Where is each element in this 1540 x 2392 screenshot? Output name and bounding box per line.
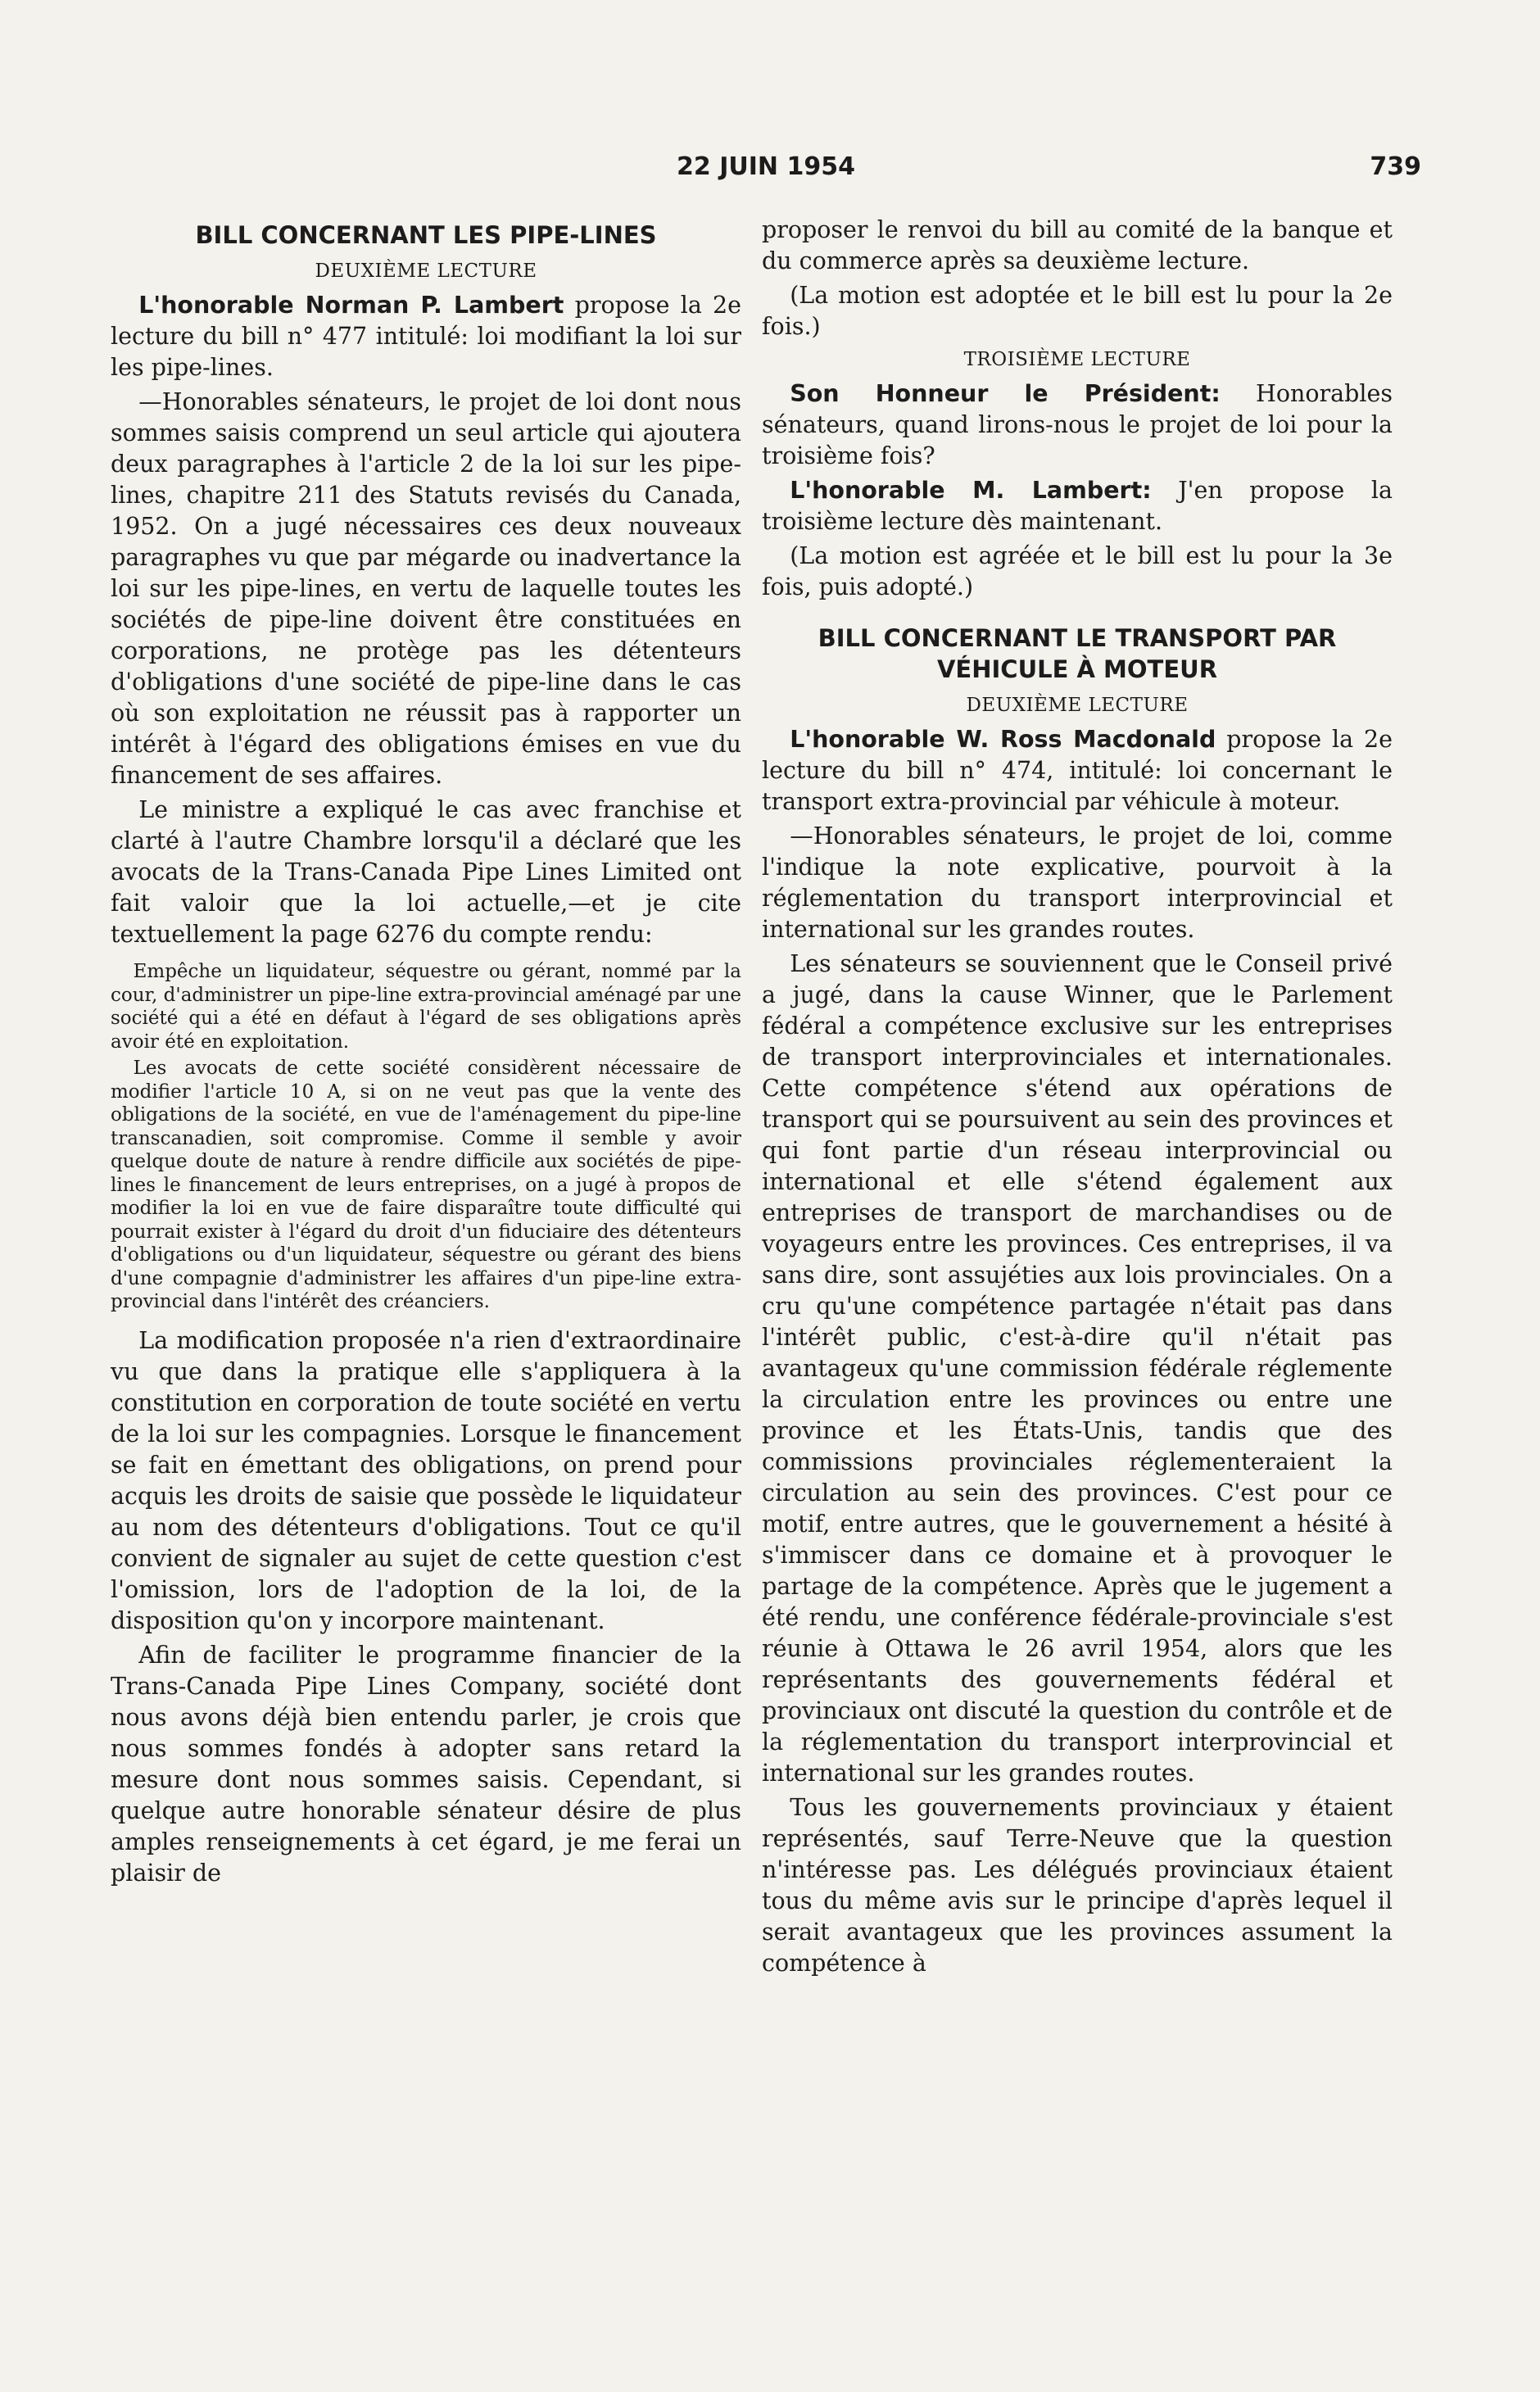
paragraph: Les sénateurs se souviennent que le Conseil privé a jugé, dans la cause Winner, que le Parlement fédéral a compétence exclusive sur les entreprises de transport interprovinciales et internationales. Cette compétence s'étend aux opérations de transport qui se poursuivent au sein des provinces et qui font partie d'un réseau interprovincial ou international et elle s'étend également aux entreprises de transport de marchandises ou de voyageurs entre les provinces. Ces entreprises, il va sans dire, sont assujéties aux lois provinciales. On a cru qu'une compétence partagée n'était pas dans l'intérêt public, c'est-à-dire qu'il n'était pas avantageux qu'une commission fédérale réglemente la circulation entre les provinces ou entre une province et les États-Unis, tandis que des commissions provinciales réglementeraient la circulation au sein des provinces. C'est pour ce motif, entre autres, que le gouvernement a hésité à s'immiscer dans ce domaine et à provoquer le partage de la compétence. Après que le jugement a été rendu, une conférence fédérale-provinciale s'est réunie à Ottawa le 26 avril 1954, alors que les représentants des gouvernements fédéral et provinciaux ont discuté la question du contrôle et de la réglementation du transport interprovincial et international sur les grandes routes. bbox=[762, 950, 1393, 1787]
paragraph: La modification proposée n'a rien d'extraordinaire vu que dans la pratique elle s'appliquera à la constitution en corporation de toute société en vertu de la loi sur les compagnies. Lorsque le financement se fait en émettant des obligations, on prend pour acquis les droits de saisie que possède le liquidateur au nom des détenteurs d'obligations. Tout ce qu'il convient de signaler au sujet de cette question c'est l'omission, lors de l'adoption de la loi, de la disposition qu'on y incorpore maintenant. bbox=[111, 1326, 741, 1634]
paragraph: —Honorables sénateurs, le projet de loi, comme l'indique la note explicative, pourvoit à la réglementation du transport interprovincial et international sur les grandes routes. bbox=[762, 822, 1393, 943]
speaker-name: L'honorable M. Lambert: bbox=[790, 477, 1152, 504]
subheading-second-reading: DEUXIÈME LECTURE bbox=[966, 695, 1189, 716]
quote-paragraph: Empêche un liquidateur, séquestre ou gérant, nommé par la cour, d'administrer un pipe-line extra-provincial aménagé par une société qui a été en défaut à l'égard de ses obligations après avoir été en exploitation. bbox=[111, 961, 741, 1053]
speaker-name: L'honorable Norman P. Lambert bbox=[138, 292, 564, 319]
paragraph: Afin de faciliter le programme financier de la Trans-Canada Pipe Lines Company, société dont nous avons déjà bien entendu parler, je crois que nous sommes fondés à adopter sans retard la mesure dont nous sommes saisis. Cependant, si quelque autre honorable sénateur désire de plus amples renseignements à cet égard, je me ferai un plaisir de bbox=[111, 1641, 741, 1887]
running-header bbox=[111, 152, 1421, 188]
paragraph: (La motion est agréée et le bill est lu pour la 3e fois, puis adopté.) bbox=[762, 542, 1393, 600]
paragraph: proposer le renvoi du bill au comité de la banque et du commerce après sa deuxième lecture. bbox=[762, 216, 1393, 274]
subheading-second-reading: DEUXIÈME LECTURE bbox=[315, 260, 537, 282]
paragraph-text: J'en propose la troisième lecture dès maintenant. bbox=[762, 477, 1393, 535]
paragraph: Le ministre a expliqué le cas avec franchise et clarté à l'autre Chambre lorsqu'il a déclaré que les avocats de la Trans-Canada Pipe Lines Limited ont fait valoir que la loi actuelle,—et je cite textuellement la page 6276 du compte rendu: bbox=[111, 796, 741, 948]
paragraph bbox=[762, 378, 1393, 472]
paragraph bbox=[762, 724, 1393, 818]
paragraph: Tous les gouvernements provinciaux y étaient représentés, sauf Terre-Neuve que la question n'intéresse pas. Les délégués provinciaux étaient tous du même avis sur le principe d'après lequel il serait avantageux que les provinces assument la compétence à bbox=[762, 1794, 1393, 1977]
paragraph: —Honorables sénateurs, le projet de loi dont nous sommes saisis comprend un seul article qui ajoutera deux paragraphes à l'article 2 de la loi sur les pipe-lines, chapitre 211 des Statuts revisés du Canada, 1952. On a jugé nécessaires ces deux nouveaux paragraphes vu que par mégarde ou inadvertance la loi sur les pipe-lines, en vertu de laquelle toutes les sociétés de pipe-line doivent être constituées en corporations, ne protège pas les détenteurs d'obligations d'une société de pipe-line dans le cas où son exploitation ne réussit pas à rapporter un intérêt à l'égard des obligations émises en vue du financement de ses affaires. bbox=[111, 388, 741, 789]
left-column bbox=[111, 215, 741, 1892]
header-date: 22 JUIN 1954 bbox=[677, 152, 855, 181]
quote-paragraph: Les avocats de cette société considèrent nécessaire de modifier l'article 10 A, si on ne veut pas que la vente des obligations de la société, en vue de l'aménagement du pipe-line transcanadien, soit compromise. Comme il semble y avoir quelque doute de nature à rendre difficile aux sociétés de pipe-lines le financement de leurs entreprises, on a jugé à propos de modifier la loi en vue de faire disparaître toute difficulté qui pourrait exister à l'égard du droit d'un fiduciaire des détenteurs d'obligations ou d'un liquidateur, séquestre ou gérant des biens d'une compagnie d'administrer les affaires d'un pipe-line extra-provincial dans l'intérêt des créanciers. bbox=[111, 1058, 741, 1312]
right-column bbox=[762, 215, 1393, 1982]
paragraph-text: Honorables sénateurs, quand lirons-nous le projet de loi pour la troisième fois? bbox=[762, 380, 1393, 469]
speaker-name: L'honorable W. Ross Macdonald bbox=[790, 726, 1216, 753]
section-heading-pipelines: BILL CONCERNANT LES PIPE-LINES bbox=[195, 221, 657, 249]
subheading-third-reading: TROISIÈME LECTURE bbox=[963, 349, 1191, 370]
paragraph bbox=[111, 290, 741, 383]
paragraph: (La motion est adoptée et le bill est lu pour la 2e fois.) bbox=[762, 282, 1393, 340]
paragraph-text: propose la 2e lecture du bill n° 477 intitulé: loi modifiant la loi sur les pipe-lines. bbox=[111, 292, 741, 381]
page-number: 739 bbox=[1370, 152, 1421, 181]
block-quote bbox=[111, 960, 741, 1314]
section-heading-transport: BILL CONCERNANT LE TRANSPORT PAR VÉHICULE À MOTEUR bbox=[818, 624, 1337, 683]
speaker-name: Son Honneur le Président: bbox=[790, 380, 1221, 407]
paragraph bbox=[762, 475, 1393, 537]
paragraph-text: propose la 2e lecture du bill n° 474, intitulé: loi concernant le transport extra-provincial par véhicule à moteur. bbox=[762, 726, 1393, 815]
